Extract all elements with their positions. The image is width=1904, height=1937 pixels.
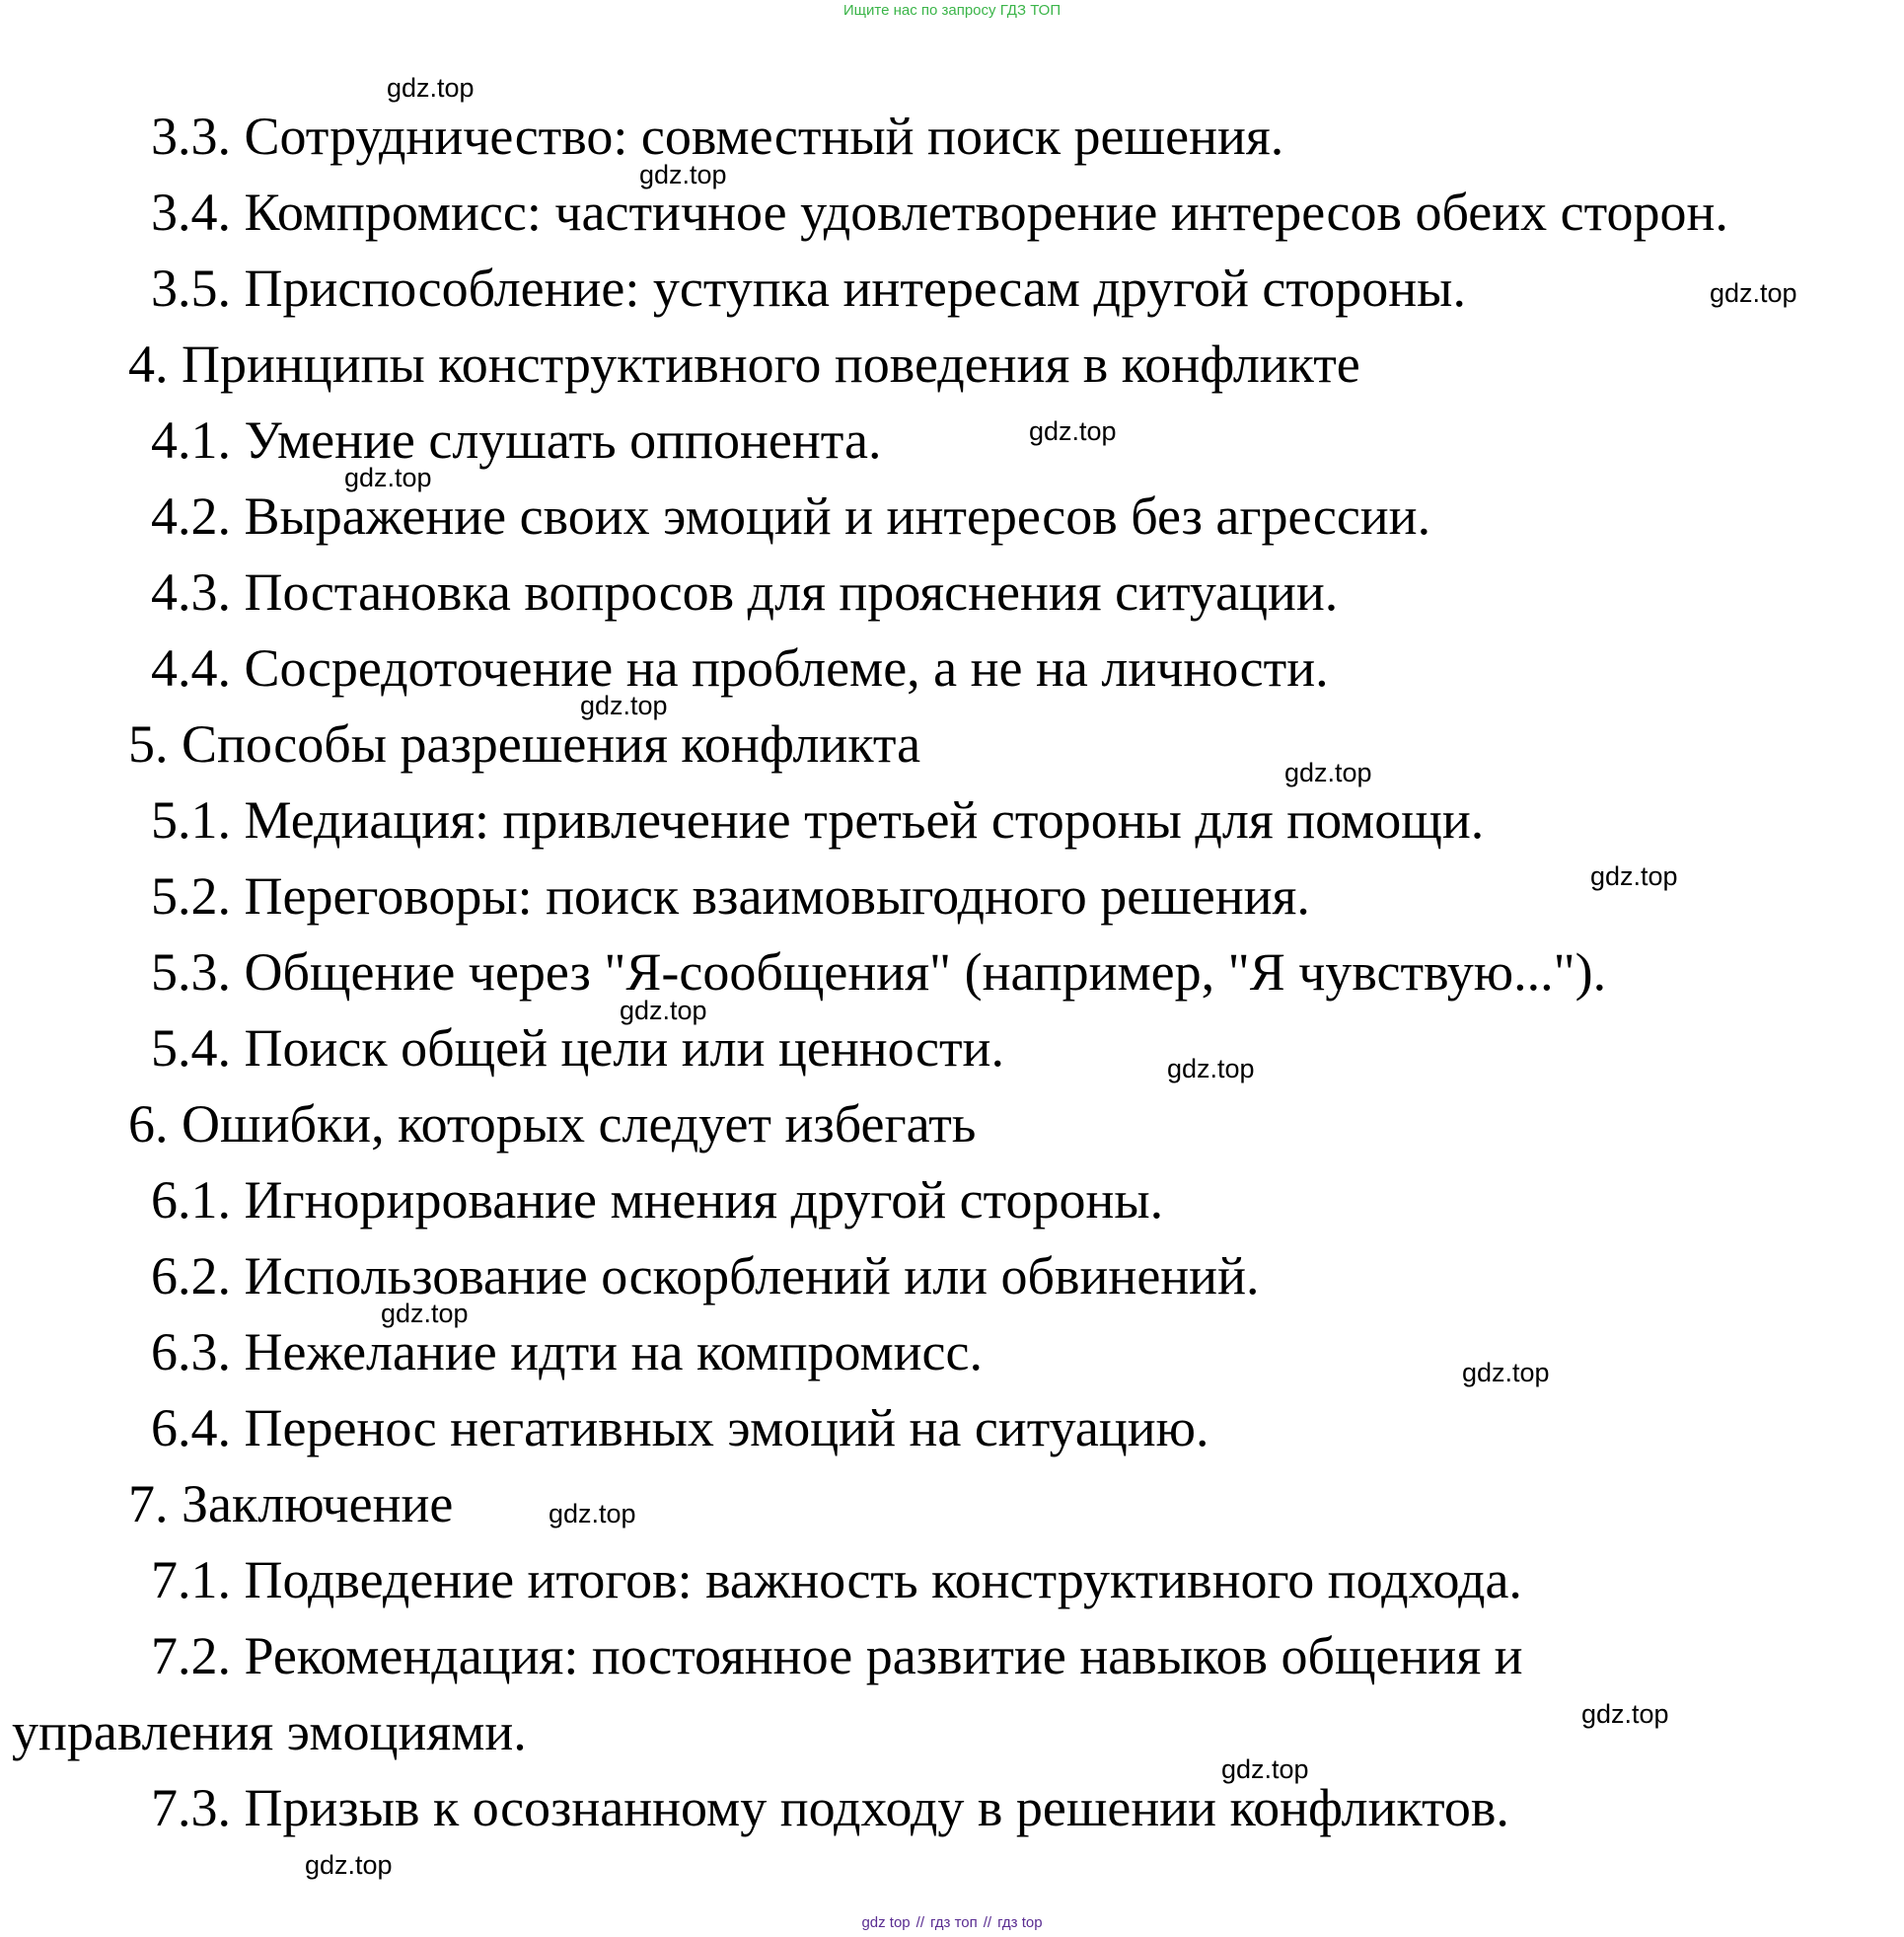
- watermark: gdz.top: [620, 996, 707, 1025]
- line-4-4: 4.4. Сосредоточение на проблеме, а не на личности.: [151, 638, 1329, 698]
- line-5-4: 5.4. Поиск общей цели или ценности.: [151, 1018, 1004, 1078]
- heading-7: 7. Заключение: [128, 1474, 454, 1533]
- line-7-2-continued: управления эмоциями.: [12, 1702, 527, 1761]
- footer-separator: //: [915, 1914, 924, 1931]
- line-5-3: 5.3. Общение через "Я-сообщения" (например, "Я чувствую...").: [151, 942, 1607, 1002]
- line-4-1: 4.1. Умение слушать оппонента.: [151, 410, 882, 470]
- watermark: gdz.top: [1581, 1699, 1669, 1729]
- line-5-2: 5.2. Переговоры: поиск взаимовыгодного решения.: [151, 866, 1310, 926]
- watermark: gdz.top: [1029, 416, 1117, 446]
- watermark: gdz.top: [549, 1499, 636, 1528]
- line-7-2: 7.2. Рекомендация: постоянное развитие навыков общения и: [151, 1626, 1523, 1685]
- line-3-5: 3.5. Приспособление: уступка интересам другой стороны.: [151, 259, 1466, 318]
- heading-6: 6. Ошибки, которых следует избегать: [128, 1094, 977, 1154]
- footer: [0, 1914, 1904, 1931]
- line-6-2: 6.2. Использование оскорблений или обвинений.: [151, 1246, 1260, 1305]
- heading-4: 4. Принципы конструктивного поведения в конфликте: [128, 335, 1360, 394]
- watermark: gdz.top: [580, 691, 668, 720]
- watermark: gdz.top: [1462, 1358, 1550, 1387]
- heading-5: 5. Способы разрешения конфликта: [128, 714, 921, 774]
- footer-link-gdz-top-ru[interactable]: гдз топ: [930, 1914, 978, 1931]
- watermark: gdz.top: [1221, 1754, 1309, 1784]
- watermark: gdz.top: [1284, 758, 1372, 787]
- footer-separator: //: [983, 1914, 992, 1931]
- line-4-2: 4.2. Выражение своих эмоций и интересов без агрессии.: [151, 486, 1431, 546]
- line-4-3: 4.3. Постановка вопросов для прояснения ситуации.: [151, 562, 1339, 622]
- footer-link-gdz-top[interactable]: gdz top: [861, 1914, 911, 1931]
- watermark: gdz.top: [381, 1299, 469, 1328]
- watermark: gdz.top: [1167, 1054, 1255, 1083]
- watermark: gdz.top: [344, 463, 432, 492]
- line-5-1: 5.1. Медиация: привлечение третьей стороны для помощи.: [151, 790, 1485, 850]
- watermark: gdz.top: [1710, 278, 1797, 308]
- line-3-3: 3.3. Сотрудничество: совместный поиск решения.: [151, 107, 1284, 166]
- watermark: gdz.top: [387, 73, 475, 103]
- line-7-1: 7.1. Подведение итогов: важность конструктивного подхода.: [151, 1550, 1522, 1609]
- line-6-4: 6.4. Перенос негативных эмоций на ситуацию.: [151, 1398, 1209, 1457]
- watermark: gdz.top: [305, 1850, 393, 1880]
- line-6-3: 6.3. Нежелание идти на компромисс.: [151, 1322, 983, 1381]
- footer-link-gdz-top-mixed[interactable]: гдз top: [997, 1914, 1043, 1931]
- line-7-3: 7.3. Призыв к осознанному подходу в решении конфликтов.: [151, 1778, 1509, 1837]
- top-banner: Ищите нас по запросу ГДЗ ТОП: [842, 2, 1062, 19]
- line-6-1: 6.1. Игнорирование мнения другой стороны.: [151, 1170, 1164, 1229]
- watermark: gdz.top: [1590, 861, 1678, 891]
- line-3-4: 3.4. Компромисс: частичное удовлетворение интересов обеих сторон.: [151, 183, 1728, 242]
- watermark: gdz.top: [639, 160, 727, 189]
